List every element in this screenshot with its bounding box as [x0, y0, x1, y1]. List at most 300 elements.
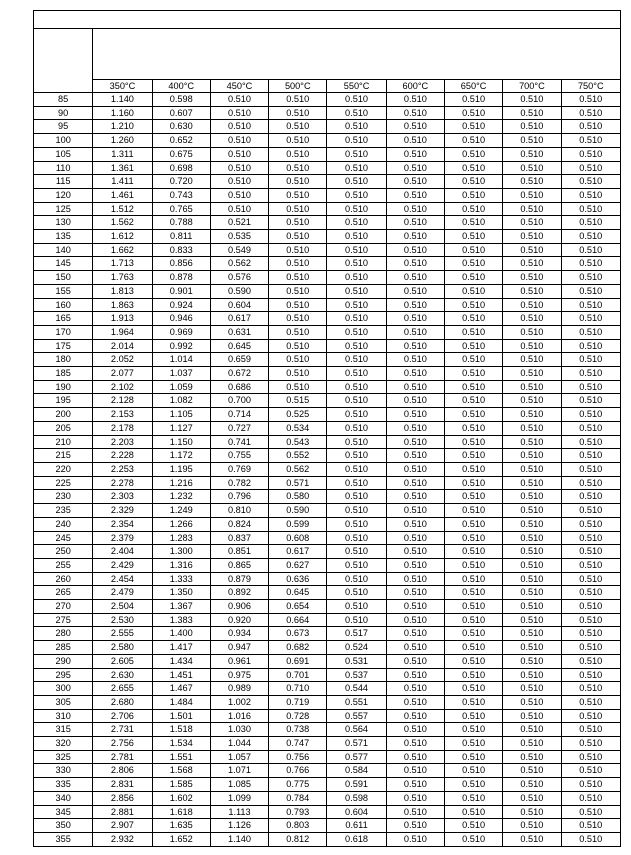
value-cell: 2.706 — [93, 709, 152, 723]
value-cell: 0.510 — [444, 339, 502, 353]
table-row — [34, 257, 621, 271]
value-cell: 0.510 — [269, 325, 327, 339]
value-cell: 1.602 — [152, 791, 210, 805]
value-cell: 0.510 — [444, 380, 502, 394]
value-cell: 1.350 — [152, 586, 210, 600]
table-row — [34, 531, 621, 545]
row-label-cell: 340 — [34, 791, 93, 805]
value-cell: 0.510 — [561, 325, 620, 339]
value-cell: 0.701 — [269, 668, 327, 682]
value-cell: 2.731 — [93, 723, 152, 737]
value-cell: 2.404 — [93, 545, 152, 559]
value-cell: 0.510 — [561, 476, 620, 490]
row-label-cell: 85 — [34, 93, 93, 107]
value-cell: 0.510 — [386, 572, 444, 586]
value-cell: 2.504 — [93, 600, 152, 614]
value-cell: 0.510 — [444, 832, 502, 846]
value-cell: 0.833 — [152, 243, 210, 257]
value-cell: 0.510 — [386, 750, 444, 764]
row-label-cell: 230 — [34, 490, 93, 504]
value-cell: 1.512 — [93, 202, 152, 216]
value-cell: 0.510 — [503, 572, 561, 586]
value-cell: 0.510 — [561, 380, 620, 394]
value-cell: 0.510 — [444, 449, 502, 463]
table-row — [34, 216, 621, 230]
value-cell: 0.510 — [327, 572, 386, 586]
value-cell: 0.510 — [269, 175, 327, 189]
value-cell: 0.510 — [386, 325, 444, 339]
value-cell: 2.680 — [93, 695, 152, 709]
value-cell: 2.178 — [93, 421, 152, 435]
value-cell: 0.510 — [327, 462, 386, 476]
value-cell: 1.534 — [152, 737, 210, 751]
value-cell: 0.510 — [503, 380, 561, 394]
value-cell: 1.105 — [152, 408, 210, 422]
value-cell: 1.232 — [152, 490, 210, 504]
value-cell: 0.510 — [561, 764, 620, 778]
value-cell: 1.913 — [93, 312, 152, 326]
value-cell: 1.434 — [152, 654, 210, 668]
table-row — [34, 750, 621, 764]
value-cell: 0.510 — [327, 558, 386, 572]
value-cell: 0.510 — [210, 120, 268, 134]
value-cell: 0.599 — [269, 517, 327, 531]
value-cell: 0.510 — [561, 723, 620, 737]
value-cell: 0.812 — [269, 832, 327, 846]
table-row — [34, 230, 621, 244]
value-cell: 0.510 — [327, 175, 386, 189]
value-cell: 0.510 — [444, 531, 502, 545]
value-cell: 0.510 — [444, 462, 502, 476]
table-row — [34, 353, 621, 367]
row-label-cell: 280 — [34, 627, 93, 641]
row-label-cell: 235 — [34, 504, 93, 518]
value-cell: 0.510 — [444, 490, 502, 504]
value-cell: 0.510 — [503, 120, 561, 134]
value-cell: 0.510 — [386, 545, 444, 559]
value-cell: 0.604 — [327, 805, 386, 819]
table-row — [34, 161, 621, 175]
row-label-cell: 225 — [34, 476, 93, 490]
value-cell: 0.510 — [386, 175, 444, 189]
table-title-row — [34, 11, 621, 29]
value-cell: 0.510 — [561, 819, 620, 833]
value-cell: 0.510 — [561, 230, 620, 244]
value-cell: 0.552 — [269, 449, 327, 463]
value-cell: 0.510 — [327, 325, 386, 339]
value-cell: 0.510 — [210, 188, 268, 202]
value-cell: 0.571 — [327, 737, 386, 751]
row-label-cell: 245 — [34, 531, 93, 545]
table-row — [34, 517, 621, 531]
table-row — [34, 778, 621, 792]
row-label-cell: 320 — [34, 737, 93, 751]
row-label-cell: 105 — [34, 147, 93, 161]
value-cell: 0.510 — [327, 312, 386, 326]
value-cell: 2.831 — [93, 778, 152, 792]
value-cell: 0.510 — [503, 531, 561, 545]
value-cell: 0.531 — [327, 654, 386, 668]
value-cell: 2.354 — [93, 517, 152, 531]
value-cell: 1.763 — [93, 271, 152, 285]
row-label-cell: 350 — [34, 819, 93, 833]
value-cell: 0.510 — [444, 243, 502, 257]
row-label-cell: 345 — [34, 805, 93, 819]
value-cell: 0.510 — [386, 134, 444, 148]
value-cell: 2.932 — [93, 832, 152, 846]
row-label-cell: 285 — [34, 641, 93, 655]
value-cell: 0.837 — [210, 531, 268, 545]
value-cell: 0.590 — [269, 504, 327, 518]
value-cell: 0.510 — [386, 243, 444, 257]
value-cell: 0.510 — [386, 202, 444, 216]
value-cell: 0.784 — [269, 791, 327, 805]
value-cell: 0.510 — [444, 819, 502, 833]
value-cell: 1.518 — [152, 723, 210, 737]
value-cell: 0.510 — [327, 380, 386, 394]
value-cell: 1.461 — [93, 188, 152, 202]
value-cell: 0.698 — [152, 161, 210, 175]
value-cell: 0.510 — [503, 641, 561, 655]
value-cell: 1.467 — [152, 682, 210, 696]
value-cell: 0.510 — [503, 750, 561, 764]
value-cell: 0.598 — [152, 93, 210, 107]
value-cell: 0.510 — [561, 435, 620, 449]
value-cell: 0.510 — [444, 695, 502, 709]
value-cell: 0.510 — [386, 339, 444, 353]
value-cell: 0.608 — [269, 531, 327, 545]
value-cell: 0.510 — [444, 435, 502, 449]
value-cell: 0.946 — [152, 312, 210, 326]
row-label-cell: 115 — [34, 175, 93, 189]
table-row — [34, 394, 621, 408]
table-row — [34, 490, 621, 504]
value-cell: 0.645 — [269, 586, 327, 600]
value-cell: 0.510 — [327, 476, 386, 490]
table-header-row — [34, 29, 621, 80]
value-cell: 0.510 — [444, 394, 502, 408]
value-cell: 0.920 — [210, 613, 268, 627]
value-cell: 0.510 — [327, 284, 386, 298]
value-cell: 0.510 — [561, 558, 620, 572]
value-cell: 0.710 — [269, 682, 327, 696]
row-label-cell: 135 — [34, 230, 93, 244]
value-cell: 0.510 — [386, 627, 444, 641]
value-cell: 0.728 — [269, 709, 327, 723]
value-cell: 0.510 — [269, 257, 327, 271]
table-row — [34, 723, 621, 737]
table-row — [34, 668, 621, 682]
value-cell: 0.510 — [444, 93, 502, 107]
value-cell: 0.756 — [269, 750, 327, 764]
value-cell: 0.743 — [152, 188, 210, 202]
value-cell: 0.604 — [210, 298, 268, 312]
value-cell: 0.510 — [327, 93, 386, 107]
value-cell: 0.510 — [386, 216, 444, 230]
value-cell: 0.510 — [561, 709, 620, 723]
row-label-cell: 310 — [34, 709, 93, 723]
value-cell: 0.510 — [503, 230, 561, 244]
value-cell: 0.510 — [503, 791, 561, 805]
value-cell: 1.367 — [152, 600, 210, 614]
value-cell: 0.510 — [503, 613, 561, 627]
row-label-cell: 155 — [34, 284, 93, 298]
value-cell: 0.510 — [561, 517, 620, 531]
value-cell: 2.253 — [93, 462, 152, 476]
value-cell: 0.510 — [503, 134, 561, 148]
value-cell: 1.863 — [93, 298, 152, 312]
value-cell: 0.598 — [327, 791, 386, 805]
row-label-cell: 265 — [34, 586, 93, 600]
value-cell: 0.510 — [561, 641, 620, 655]
row-label-cell: 200 — [34, 408, 93, 422]
row-label-cell: 175 — [34, 339, 93, 353]
table-row — [34, 737, 621, 751]
value-cell: 0.510 — [503, 600, 561, 614]
value-cell: 0.537 — [327, 668, 386, 682]
value-cell: 0.510 — [444, 737, 502, 751]
table-row — [34, 284, 621, 298]
value-cell: 1.249 — [152, 504, 210, 518]
value-cell: 0.510 — [503, 805, 561, 819]
table-row — [34, 175, 621, 189]
value-cell: 0.510 — [561, 134, 620, 148]
value-cell: 0.510 — [444, 558, 502, 572]
value-cell: 0.510 — [561, 531, 620, 545]
value-cell: 0.510 — [561, 93, 620, 107]
value-cell: 0.796 — [210, 490, 268, 504]
value-cell: 0.510 — [444, 586, 502, 600]
value-cell: 0.510 — [327, 147, 386, 161]
value-cell: 0.652 — [152, 134, 210, 148]
row-label-cell: 160 — [34, 298, 93, 312]
value-cell: 0.510 — [327, 449, 386, 463]
value-cell: 0.510 — [503, 476, 561, 490]
value-cell: 0.510 — [561, 654, 620, 668]
value-cell: 0.747 — [269, 737, 327, 751]
table-row — [34, 188, 621, 202]
value-cell: 1.085 — [210, 778, 268, 792]
row-label-cell: 140 — [34, 243, 93, 257]
value-cell: 2.429 — [93, 558, 152, 572]
value-cell: 0.510 — [386, 723, 444, 737]
value-cell: 0.510 — [327, 490, 386, 504]
value-cell: 0.515 — [269, 394, 327, 408]
value-cell: 0.510 — [386, 161, 444, 175]
table-row — [34, 627, 621, 641]
table-row — [34, 819, 621, 833]
value-cell: 0.510 — [503, 490, 561, 504]
value-cell: 0.510 — [386, 476, 444, 490]
value-cell: 0.510 — [503, 558, 561, 572]
value-cell: 0.510 — [444, 805, 502, 819]
value-cell: 0.510 — [503, 504, 561, 518]
value-cell: 0.700 — [210, 394, 268, 408]
value-cell: 0.510 — [444, 202, 502, 216]
value-cell: 2.379 — [93, 531, 152, 545]
value-cell: 0.510 — [561, 832, 620, 846]
value-cell: 0.510 — [561, 161, 620, 175]
row-label-cell: 125 — [34, 202, 93, 216]
value-cell: 0.510 — [503, 216, 561, 230]
value-cell: 0.510 — [444, 284, 502, 298]
value-cell: 0.510 — [503, 202, 561, 216]
row-label-cell: 110 — [34, 161, 93, 175]
value-cell: 0.510 — [561, 572, 620, 586]
value-cell: 1.030 — [210, 723, 268, 737]
value-cell: 0.510 — [561, 586, 620, 600]
value-cell: 0.510 — [269, 353, 327, 367]
value-cell: 0.510 — [327, 243, 386, 257]
table-row — [34, 421, 621, 435]
row-label-cell: 240 — [34, 517, 93, 531]
temperature-header-cell: 450°C — [210, 80, 268, 93]
value-cell: 0.510 — [386, 641, 444, 655]
value-cell: 1.283 — [152, 531, 210, 545]
table-row — [34, 695, 621, 709]
value-cell: 0.691 — [269, 654, 327, 668]
table-row — [34, 572, 621, 586]
value-cell: 0.510 — [503, 723, 561, 737]
value-cell: 0.510 — [386, 791, 444, 805]
value-cell: 0.510 — [327, 600, 386, 614]
table-row — [34, 106, 621, 120]
value-cell: 0.510 — [503, 627, 561, 641]
value-cell: 2.128 — [93, 394, 152, 408]
value-cell: 0.611 — [327, 819, 386, 833]
value-cell: 0.765 — [152, 202, 210, 216]
value-cell: 0.510 — [503, 517, 561, 531]
value-cell: 0.510 — [444, 257, 502, 271]
value-cell: 0.510 — [444, 709, 502, 723]
value-cell: 0.510 — [386, 682, 444, 696]
row-label-cell: 150 — [34, 271, 93, 285]
row-label-cell: 195 — [34, 394, 93, 408]
value-cell: 0.510 — [444, 353, 502, 367]
value-cell: 0.510 — [503, 271, 561, 285]
value-cell: 0.510 — [386, 462, 444, 476]
value-cell: 0.510 — [444, 188, 502, 202]
value-cell: 0.510 — [444, 682, 502, 696]
table-row — [34, 120, 621, 134]
value-cell: 0.510 — [444, 764, 502, 778]
value-cell: 2.278 — [93, 476, 152, 490]
value-cell: 0.673 — [269, 627, 327, 641]
value-cell: 0.521 — [210, 216, 268, 230]
row-label-cell: 325 — [34, 750, 93, 764]
value-cell: 0.510 — [561, 257, 620, 271]
value-cell: 0.714 — [210, 408, 268, 422]
row-label-cell: 165 — [34, 312, 93, 326]
value-cell: 1.150 — [152, 435, 210, 449]
value-cell: 0.510 — [561, 490, 620, 504]
value-cell: 0.510 — [386, 271, 444, 285]
value-cell: 0.551 — [327, 695, 386, 709]
value-cell: 0.741 — [210, 435, 268, 449]
value-cell: 0.549 — [210, 243, 268, 257]
value-cell: 1.562 — [93, 216, 152, 230]
value-cell: 0.755 — [210, 449, 268, 463]
value-cell: 0.878 — [152, 271, 210, 285]
value-cell: 0.510 — [386, 695, 444, 709]
row-label-cell: 95 — [34, 120, 93, 134]
value-cell: 0.510 — [327, 421, 386, 435]
value-cell: 0.510 — [561, 600, 620, 614]
table-row — [34, 325, 621, 339]
value-cell: 0.510 — [503, 325, 561, 339]
value-cell: 0.510 — [561, 188, 620, 202]
value-cell: 0.510 — [561, 175, 620, 189]
value-cell: 0.510 — [210, 161, 268, 175]
table-row — [34, 504, 621, 518]
row-label-cell: 335 — [34, 778, 93, 792]
value-cell: 0.590 — [210, 284, 268, 298]
temperature-header-cell: 350°C — [93, 80, 152, 93]
value-cell: 0.510 — [444, 175, 502, 189]
value-cell: 0.682 — [269, 641, 327, 655]
value-cell: 0.510 — [327, 298, 386, 312]
value-cell: 0.686 — [210, 380, 268, 394]
value-cell: 0.510 — [327, 517, 386, 531]
value-cell: 0.947 — [210, 641, 268, 655]
value-cell: 0.659 — [210, 353, 268, 367]
value-cell: 1.813 — [93, 284, 152, 298]
value-cell: 0.989 — [210, 682, 268, 696]
value-cell: 0.510 — [269, 284, 327, 298]
value-cell: 0.510 — [386, 600, 444, 614]
value-cell: 1.333 — [152, 572, 210, 586]
temperature-header-cell: 750°C — [561, 80, 620, 93]
value-cell: 0.510 — [444, 654, 502, 668]
value-cell: 1.451 — [152, 668, 210, 682]
value-cell: 0.510 — [444, 298, 502, 312]
value-cell: 0.543 — [269, 435, 327, 449]
row-label-cell: 255 — [34, 558, 93, 572]
value-cell: 0.510 — [386, 380, 444, 394]
value-cell: 0.510 — [386, 408, 444, 422]
table-row — [34, 462, 621, 476]
value-cell: 2.781 — [93, 750, 152, 764]
value-cell: 1.099 — [210, 791, 268, 805]
value-cell: 0.510 — [444, 668, 502, 682]
value-cell: 0.510 — [327, 216, 386, 230]
value-cell: 0.510 — [561, 120, 620, 134]
value-cell: 0.510 — [386, 668, 444, 682]
value-cell: 1.300 — [152, 545, 210, 559]
value-cell: 0.510 — [386, 709, 444, 723]
table-row — [34, 682, 621, 696]
value-cell: 0.824 — [210, 517, 268, 531]
value-cell: 0.901 — [152, 284, 210, 298]
value-cell: 1.635 — [152, 819, 210, 833]
value-cell: 0.510 — [561, 353, 620, 367]
value-cell: 0.510 — [327, 188, 386, 202]
value-cell: 2.077 — [93, 367, 152, 381]
value-cell: 0.617 — [210, 312, 268, 326]
row-label-cell: 170 — [34, 325, 93, 339]
row-label-cell: 260 — [34, 572, 93, 586]
value-cell: 0.510 — [386, 764, 444, 778]
value-cell: 0.510 — [386, 832, 444, 846]
value-cell: 1.002 — [210, 695, 268, 709]
value-cell: 0.627 — [269, 558, 327, 572]
value-cell: 1.568 — [152, 764, 210, 778]
value-cell: 1.210 — [93, 120, 152, 134]
value-cell: 0.675 — [152, 147, 210, 161]
value-cell: 0.510 — [503, 312, 561, 326]
table-row — [34, 147, 621, 161]
value-cell: 2.907 — [93, 819, 152, 833]
